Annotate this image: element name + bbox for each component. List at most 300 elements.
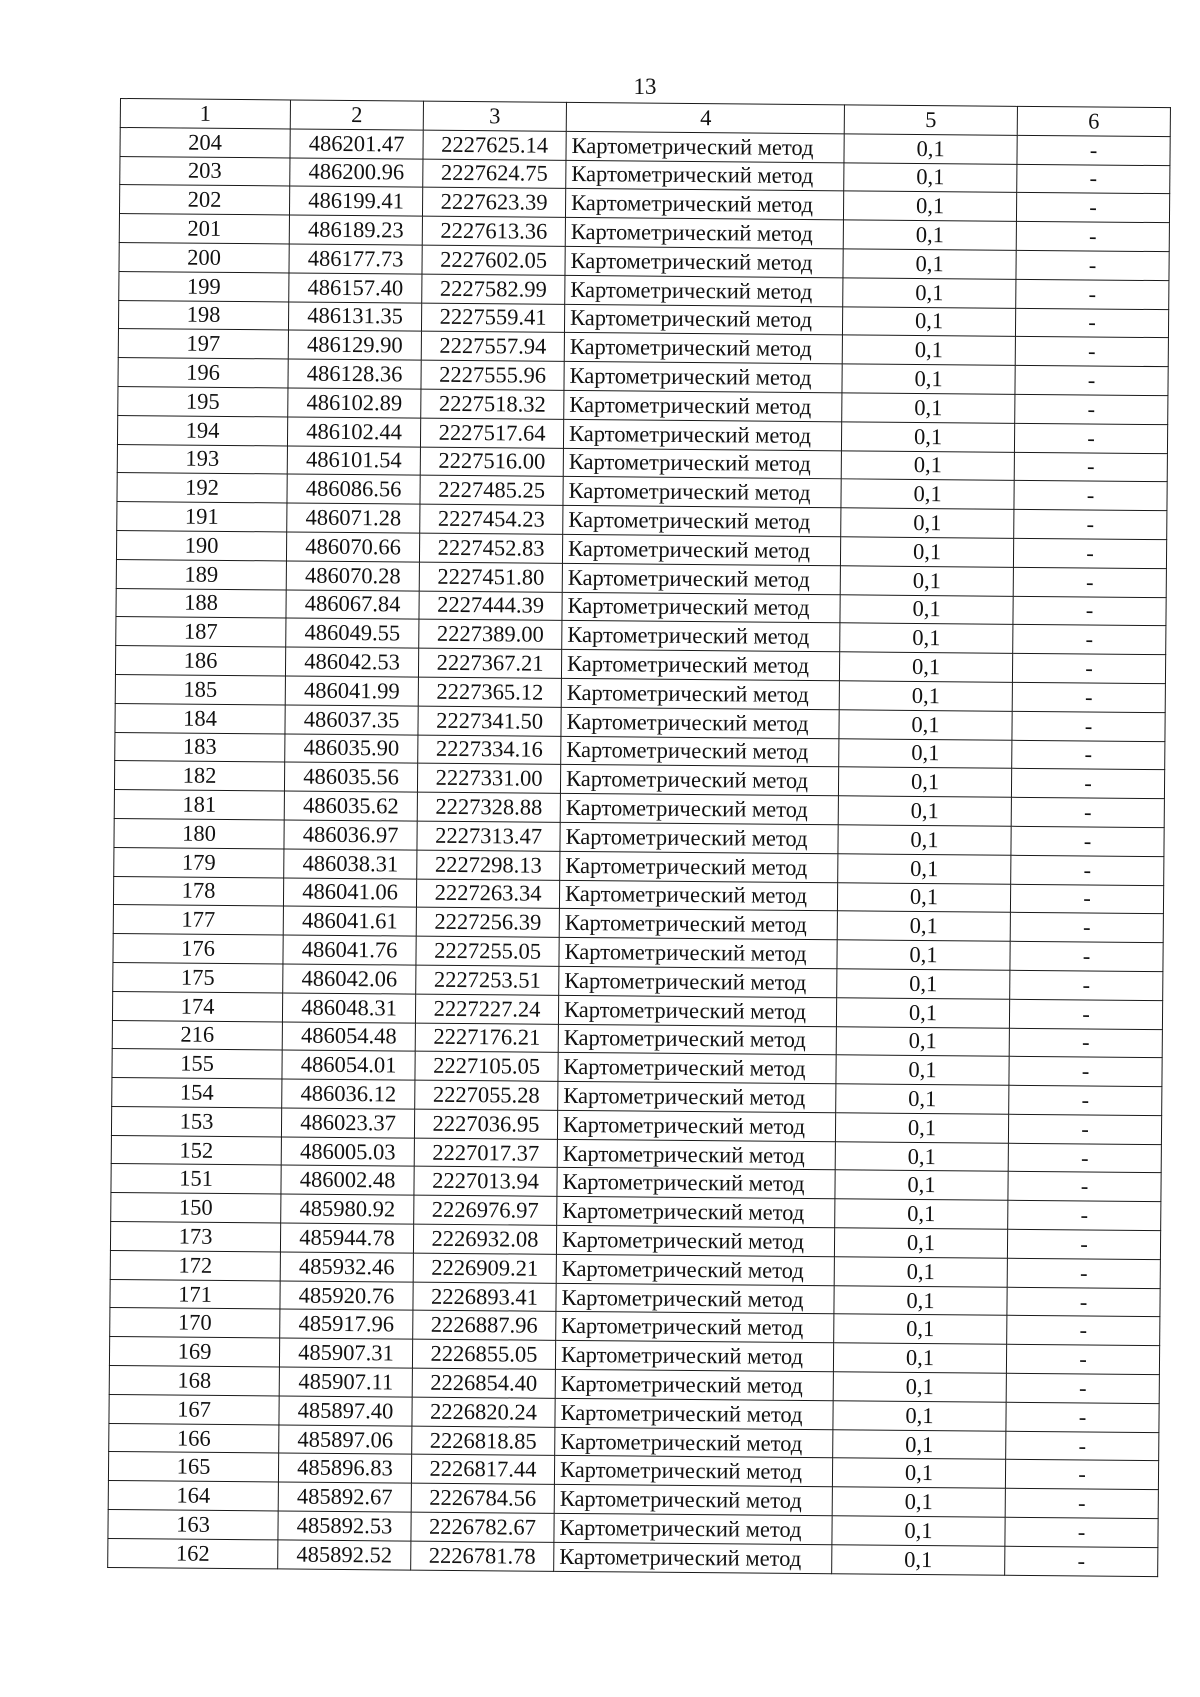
method-cell: Картометрический метод: [564, 333, 842, 364]
y-coordinate-cell: 2227516.00: [420, 447, 563, 477]
y-coordinate-cell: 2226782.67: [411, 1512, 554, 1542]
point-number-cell: 174: [112, 991, 282, 1021]
note-cell: -: [1010, 884, 1163, 914]
y-coordinate-cell: 2227176.21: [415, 1023, 558, 1053]
note-cell: -: [1009, 1028, 1162, 1058]
note-cell: -: [1011, 855, 1164, 885]
y-coordinate-cell: 2227625.14: [423, 130, 566, 160]
method-cell: Картометрический метод: [555, 1427, 833, 1458]
point-number-cell: 196: [118, 358, 288, 388]
accuracy-cell: 0,1: [832, 1516, 1005, 1546]
accuracy-cell: 0,1: [834, 1228, 1007, 1258]
method-cell: Картометрический метод: [555, 1369, 833, 1400]
point-number-cell: 162: [108, 1538, 278, 1568]
x-coordinate-cell: 486035.56: [284, 762, 417, 792]
method-cell: Картометрический метод: [555, 1341, 833, 1372]
y-coordinate-cell: 2227367.21: [418, 648, 561, 678]
method-cell: Картометрический метод: [556, 1283, 834, 1314]
point-number-cell: 200: [119, 242, 289, 272]
accuracy-cell: 0,1: [838, 825, 1011, 855]
header-cell: 2: [290, 100, 423, 130]
method-cell: Картометрический метод: [565, 275, 843, 306]
x-coordinate-cell: 486157.40: [289, 273, 422, 303]
x-coordinate-cell: 485892.67: [278, 1482, 411, 1512]
point-number-cell: 152: [111, 1135, 281, 1165]
y-coordinate-cell: 2227227.24: [415, 994, 558, 1024]
x-coordinate-cell: 486041.61: [283, 906, 416, 936]
point-number-cell: 165: [108, 1452, 278, 1482]
x-coordinate-cell: 485897.06: [279, 1425, 412, 1455]
point-number-cell: 163: [108, 1509, 278, 1539]
accuracy-cell: 0,1: [835, 1199, 1008, 1229]
method-cell: Картометрический метод: [560, 851, 838, 882]
note-cell: -: [1006, 1373, 1159, 1403]
note-cell: -: [1010, 970, 1163, 1000]
note-cell: -: [1016, 222, 1169, 252]
note-cell: -: [1012, 740, 1165, 770]
y-coordinate-cell: 2227555.96: [421, 360, 564, 390]
point-number-cell: 203: [120, 156, 290, 186]
point-number-cell: 195: [118, 386, 288, 416]
x-coordinate-cell: 485907.31: [279, 1338, 412, 1368]
note-cell: -: [1014, 452, 1167, 482]
method-cell: Картометрический метод: [563, 477, 841, 508]
y-coordinate-cell: 2226893.41: [413, 1282, 556, 1312]
accuracy-cell: 0,1: [837, 969, 1010, 999]
method-cell: Картометрический метод: [566, 131, 844, 162]
note-cell: -: [1015, 394, 1168, 424]
y-coordinate-cell: 2227313.47: [417, 821, 560, 851]
x-coordinate-cell: 486131.35: [288, 302, 421, 332]
x-coordinate-cell: 486071.28: [287, 503, 420, 533]
accuracy-cell: 0,1: [843, 278, 1016, 308]
x-coordinate-cell: 486041.76: [283, 935, 416, 965]
x-coordinate-cell: 485892.53: [278, 1511, 411, 1541]
note-cell: -: [1008, 1201, 1161, 1231]
accuracy-cell: 0,1: [832, 1458, 1005, 1488]
header-cell: 6: [1017, 106, 1170, 136]
note-cell: -: [1005, 1517, 1158, 1547]
method-cell: Картометрический метод: [554, 1456, 832, 1487]
point-number-cell: 170: [110, 1308, 280, 1338]
accuracy-cell: 0,1: [835, 1170, 1008, 1200]
y-coordinate-cell: 2226932.08: [413, 1224, 556, 1254]
x-coordinate-cell: 485920.76: [280, 1281, 413, 1311]
method-cell: Картометрический метод: [554, 1513, 832, 1544]
point-number-cell: 182: [114, 761, 284, 791]
point-number-cell: 150: [111, 1193, 281, 1223]
note-cell: -: [1005, 1460, 1158, 1490]
point-number-cell: 189: [116, 559, 286, 589]
x-coordinate-cell: 486035.62: [284, 791, 417, 821]
point-number-cell: 191: [117, 502, 287, 532]
y-coordinate-cell: 2226887.96: [413, 1311, 556, 1341]
y-coordinate-cell: 2226976.97: [414, 1195, 557, 1225]
method-cell: Картометрический метод: [565, 189, 843, 220]
header-cell: 3: [423, 101, 566, 131]
point-number-cell: 151: [111, 1164, 281, 1194]
method-cell: Картометрический метод: [557, 1197, 835, 1228]
accuracy-cell: 0,1: [836, 997, 1009, 1027]
accuracy-cell: 0,1: [835, 1113, 1008, 1143]
accuracy-cell: 0,1: [838, 854, 1011, 884]
header-cell: 5: [844, 105, 1017, 135]
y-coordinate-cell: 2227444.39: [419, 591, 562, 621]
y-coordinate-cell: 2227341.50: [418, 706, 561, 736]
y-coordinate-cell: 2227454.23: [420, 504, 563, 534]
y-coordinate-cell: 2227263.34: [416, 879, 559, 909]
point-number-cell: 169: [109, 1337, 279, 1367]
method-cell: Картометрический метод: [561, 707, 839, 738]
accuracy-cell: 0,1: [839, 710, 1012, 740]
x-coordinate-cell: 486067.84: [286, 590, 419, 620]
note-cell: -: [1008, 1143, 1161, 1173]
y-coordinate-cell: 2227451.80: [419, 562, 562, 592]
y-coordinate-cell: 2226909.21: [413, 1253, 556, 1283]
x-coordinate-cell: 485980.92: [281, 1194, 414, 1224]
accuracy-cell: 0,1: [842, 306, 1015, 336]
point-number-cell: 216: [112, 1020, 282, 1050]
header-cell: 1: [120, 99, 290, 129]
accuracy-cell: 0,1: [836, 1084, 1009, 1114]
accuracy-cell: 0,1: [832, 1487, 1005, 1517]
note-cell: -: [1007, 1229, 1160, 1259]
y-coordinate-cell: 2226818.85: [412, 1426, 555, 1456]
accuracy-cell: 0,1: [841, 450, 1014, 480]
method-cell: Картометрический метод: [554, 1485, 832, 1516]
x-coordinate-cell: 486048.31: [282, 993, 415, 1023]
x-coordinate-cell: 486128.36: [288, 359, 421, 389]
y-coordinate-cell: 2227624.75: [423, 159, 566, 189]
accuracy-cell: 0,1: [833, 1372, 1006, 1402]
note-cell: -: [1017, 135, 1170, 165]
x-coordinate-cell: 486177.73: [289, 244, 422, 274]
accuracy-cell: 0,1: [842, 364, 1015, 394]
method-cell: Картометрический метод: [556, 1312, 834, 1343]
y-coordinate-cell: 2227331.00: [417, 763, 560, 793]
method-cell: Картометрический метод: [563, 506, 841, 537]
accuracy-cell: 0,1: [833, 1343, 1006, 1373]
y-coordinate-cell: 2226855.05: [412, 1339, 555, 1369]
x-coordinate-cell: 486201.47: [290, 129, 423, 159]
x-coordinate-cell: 486189.23: [289, 215, 422, 245]
point-number-cell: 175: [113, 962, 283, 992]
point-number-cell: 194: [117, 415, 287, 445]
note-cell: -: [1016, 193, 1169, 223]
accuracy-cell: 0,1: [842, 393, 1015, 423]
method-cell: Картометрический метод: [562, 592, 840, 623]
y-coordinate-cell: 2227017.37: [414, 1138, 557, 1168]
y-coordinate-cell: 2227452.83: [419, 533, 562, 563]
note-cell: -: [1005, 1546, 1158, 1576]
point-number-cell: 202: [119, 185, 289, 215]
note-cell: -: [1012, 711, 1165, 741]
accuracy-cell: 0,1: [841, 508, 1014, 538]
point-number-cell: 199: [119, 271, 289, 301]
accuracy-cell: 0,1: [834, 1285, 1007, 1315]
accuracy-cell: 0,1: [834, 1314, 1007, 1344]
point-number-cell: 185: [115, 674, 285, 704]
y-coordinate-cell: 2227253.51: [416, 965, 559, 995]
method-cell: Картометрический метод: [564, 390, 842, 421]
point-number-cell: 168: [109, 1366, 279, 1396]
note-cell: -: [1006, 1402, 1159, 1432]
x-coordinate-cell: 485907.11: [279, 1367, 412, 1397]
y-coordinate-cell: 2227105.05: [415, 1051, 558, 1081]
method-cell: Картометрический метод: [559, 966, 837, 997]
point-number-cell: 179: [114, 847, 284, 877]
note-cell: -: [1007, 1258, 1160, 1288]
accuracy-cell: 0,1: [839, 681, 1012, 711]
method-cell: Картометрический метод: [561, 736, 839, 767]
x-coordinate-cell: 486200.96: [290, 158, 423, 188]
accuracy-cell: 0,1: [841, 479, 1014, 509]
note-cell: -: [1007, 1287, 1160, 1317]
accuracy-cell: 0,1: [838, 796, 1011, 826]
point-number-cell: 204: [120, 127, 290, 157]
note-cell: -: [1006, 1431, 1159, 1461]
x-coordinate-cell: 486005.03: [281, 1137, 414, 1167]
y-coordinate-cell: 2227517.64: [420, 418, 563, 448]
method-cell: Картометрический метод: [558, 995, 836, 1026]
note-cell: -: [1012, 653, 1165, 683]
method-cell: Картометрический метод: [560, 765, 838, 796]
y-coordinate-cell: 2226781.78: [411, 1541, 554, 1571]
note-cell: -: [1016, 279, 1169, 309]
x-coordinate-cell: 486041.06: [283, 877, 416, 907]
method-cell: Картометрический метод: [555, 1398, 833, 1429]
x-coordinate-cell: 485892.52: [278, 1540, 411, 1570]
y-coordinate-cell: 2227256.39: [416, 907, 559, 937]
point-number-cell: 167: [109, 1394, 279, 1424]
x-coordinate-cell: 486023.37: [281, 1108, 414, 1138]
accuracy-cell: 0,1: [837, 911, 1010, 941]
x-coordinate-cell: 486036.97: [284, 820, 417, 850]
method-cell: Картометрический метод: [562, 534, 840, 565]
accuracy-cell: 0,1: [840, 594, 1013, 624]
point-number-cell: 201: [119, 214, 289, 244]
method-cell: Картометрический метод: [556, 1225, 834, 1256]
point-number-cell: 197: [118, 329, 288, 359]
method-cell: Картометрический метод: [559, 937, 837, 968]
method-cell: Картометрический метод: [564, 304, 842, 335]
accuracy-cell: 0,1: [836, 1055, 1009, 1085]
method-cell: Картометрический метод: [565, 246, 843, 277]
method-cell: Картометрический метод: [558, 1024, 836, 1055]
accuracy-cell: 0,1: [836, 1026, 1009, 1056]
method-cell: Картометрический метод: [562, 621, 840, 652]
note-cell: -: [1006, 1345, 1159, 1375]
method-cell: Картометрический метод: [565, 218, 843, 249]
note-cell: -: [1014, 509, 1167, 539]
point-number-cell: 164: [108, 1481, 278, 1511]
y-coordinate-cell: 2226784.56: [411, 1483, 554, 1513]
x-coordinate-cell: 486101.54: [287, 446, 420, 476]
note-cell: -: [1013, 567, 1166, 597]
point-number-cell: 188: [116, 588, 286, 618]
y-coordinate-cell: 2226854.40: [412, 1368, 555, 1398]
method-cell: Картометрический метод: [563, 419, 841, 450]
y-coordinate-cell: 2227623.39: [422, 188, 565, 218]
method-cell: Картометрический метод: [563, 448, 841, 479]
note-cell: -: [1010, 913, 1163, 943]
point-number-cell: 183: [115, 732, 285, 762]
note-cell: -: [1011, 826, 1164, 856]
accuracy-cell: 0,1: [833, 1429, 1006, 1459]
note-cell: -: [1009, 999, 1162, 1029]
accuracy-cell: 0,1: [843, 220, 1016, 250]
x-coordinate-cell: 486002.48: [281, 1165, 414, 1195]
accuracy-cell: 0,1: [840, 623, 1013, 653]
x-coordinate-cell: 485932.46: [280, 1252, 413, 1282]
y-coordinate-cell: 2226820.24: [412, 1397, 555, 1427]
accuracy-cell: 0,1: [840, 537, 1013, 567]
method-cell: Картометрический метод: [557, 1168, 835, 1199]
accuracy-cell: 0,1: [842, 335, 1015, 365]
point-number-cell: 173: [110, 1222, 280, 1252]
method-cell: Картометрический метод: [562, 563, 840, 594]
x-coordinate-cell: 486042.53: [285, 647, 418, 677]
y-coordinate-cell: 2227334.16: [418, 735, 561, 765]
y-coordinate-cell: 2227298.13: [417, 850, 560, 880]
method-cell: Картометрический метод: [561, 650, 839, 681]
note-cell: -: [1008, 1114, 1161, 1144]
y-coordinate-cell: 2227055.28: [415, 1080, 558, 1110]
accuracy-cell: 0,1: [839, 738, 1012, 768]
point-number-cell: 154: [112, 1078, 282, 1108]
note-cell: -: [1005, 1489, 1158, 1519]
y-coordinate-cell: 2227559.41: [421, 303, 564, 333]
x-coordinate-cell: 486035.90: [285, 733, 418, 763]
accuracy-cell: 0,1: [843, 191, 1016, 221]
y-coordinate-cell: 2227582.99: [422, 274, 565, 304]
method-cell: Картометрический метод: [559, 880, 837, 911]
note-cell: -: [1013, 596, 1166, 626]
note-cell: -: [1015, 337, 1168, 367]
accuracy-cell: 0,1: [841, 422, 1014, 452]
method-cell: Картометрический метод: [561, 678, 839, 709]
note-cell: -: [1013, 538, 1166, 568]
accuracy-cell: 0,1: [832, 1545, 1005, 1575]
method-cell: Картометрический метод: [558, 1081, 836, 1112]
y-coordinate-cell: 2227485.25: [420, 475, 563, 505]
y-coordinate-cell: 2226817.44: [411, 1455, 554, 1485]
coordinates-table-wrapper: [107, 98, 1170, 1577]
method-cell: Картометрический метод: [557, 1139, 835, 1170]
x-coordinate-cell: 486041.99: [285, 676, 418, 706]
x-coordinate-cell: 486102.89: [288, 388, 421, 418]
x-coordinate-cell: 486070.66: [286, 532, 419, 562]
point-number-cell: 176: [113, 934, 283, 964]
accuracy-cell: 0,1: [843, 249, 1016, 279]
point-number-cell: 178: [113, 876, 283, 906]
x-coordinate-cell: 486042.06: [283, 964, 416, 994]
note-cell: -: [1011, 769, 1164, 799]
point-number-cell: 155: [112, 1049, 282, 1079]
point-number-cell: 153: [111, 1106, 281, 1136]
accuracy-cell: 0,1: [844, 162, 1017, 192]
note-cell: -: [1010, 941, 1163, 971]
accuracy-cell: 0,1: [840, 566, 1013, 596]
x-coordinate-cell: 486129.90: [288, 330, 421, 360]
y-coordinate-cell: 2227013.94: [414, 1167, 557, 1197]
point-number-cell: 192: [117, 473, 287, 503]
method-cell: Картометрический метод: [557, 1110, 835, 1141]
note-cell: -: [1009, 1085, 1162, 1115]
accuracy-cell: 0,1: [834, 1257, 1007, 1287]
y-coordinate-cell: 2227328.88: [417, 792, 560, 822]
y-coordinate-cell: 2227036.95: [414, 1109, 557, 1139]
note-cell: -: [1016, 250, 1169, 280]
y-coordinate-cell: 2227389.00: [419, 619, 562, 649]
accuracy-cell: 0,1: [839, 652, 1012, 682]
method-cell: Картометрический метод: [558, 1053, 836, 1084]
page-number: 13: [633, 74, 657, 99]
x-coordinate-cell: 486199.41: [289, 186, 422, 216]
point-number-cell: 172: [110, 1250, 280, 1280]
x-coordinate-cell: 485944.78: [280, 1223, 413, 1253]
point-number-cell: 187: [116, 617, 286, 647]
y-coordinate-cell: 2227255.05: [416, 936, 559, 966]
point-number-cell: 190: [116, 530, 286, 560]
note-cell: -: [1017, 164, 1170, 194]
x-coordinate-cell: 486036.12: [282, 1079, 415, 1109]
point-number-cell: 186: [115, 646, 285, 676]
x-coordinate-cell: 486054.48: [282, 1021, 415, 1051]
x-coordinate-cell: 486054.01: [282, 1050, 415, 1080]
note-cell: -: [1007, 1316, 1160, 1346]
method-cell: Картометрический метод: [556, 1254, 834, 1285]
point-number-cell: 198: [118, 300, 288, 330]
y-coordinate-cell: 2227602.05: [422, 245, 565, 275]
note-cell: -: [1013, 625, 1166, 655]
x-coordinate-cell: 485897.40: [279, 1396, 412, 1426]
y-coordinate-cell: 2227557.94: [421, 332, 564, 362]
point-number-cell: 171: [110, 1279, 280, 1309]
note-cell: -: [1015, 308, 1168, 338]
point-number-cell: 180: [114, 818, 284, 848]
method-cell: Картометрический метод: [566, 160, 844, 191]
header-cell: 4: [566, 102, 844, 133]
y-coordinate-cell: 2227518.32: [421, 389, 564, 419]
note-cell: -: [1014, 481, 1167, 511]
note-cell: -: [1014, 423, 1167, 453]
method-cell: Картометрический метод: [560, 822, 838, 853]
accuracy-cell: 0,1: [837, 940, 1010, 970]
method-cell: Картометрический метод: [560, 793, 838, 824]
accuracy-cell: 0,1: [833, 1401, 1006, 1431]
coordinates-table: [107, 98, 1171, 1577]
note-cell: -: [1015, 365, 1168, 395]
accuracy-cell: 0,1: [838, 767, 1011, 797]
x-coordinate-cell: 486086.56: [287, 474, 420, 504]
x-coordinate-cell: 486038.31: [284, 849, 417, 879]
method-cell: Картометрический метод: [564, 362, 842, 393]
point-number-cell: 177: [113, 905, 283, 935]
accuracy-cell: 0,1: [835, 1141, 1008, 1171]
x-coordinate-cell: 486049.55: [286, 618, 419, 648]
x-coordinate-cell: 485896.83: [278, 1453, 411, 1483]
note-cell: -: [1008, 1172, 1161, 1202]
point-number-cell: 181: [114, 790, 284, 820]
y-coordinate-cell: 2227613.36: [422, 216, 565, 246]
note-cell: -: [1011, 797, 1164, 827]
x-coordinate-cell: 486037.35: [285, 705, 418, 735]
x-coordinate-cell: 485917.96: [280, 1309, 413, 1339]
method-cell: Картометрический метод: [554, 1542, 832, 1573]
point-number-cell: 184: [115, 703, 285, 733]
point-number-cell: 193: [117, 444, 287, 474]
